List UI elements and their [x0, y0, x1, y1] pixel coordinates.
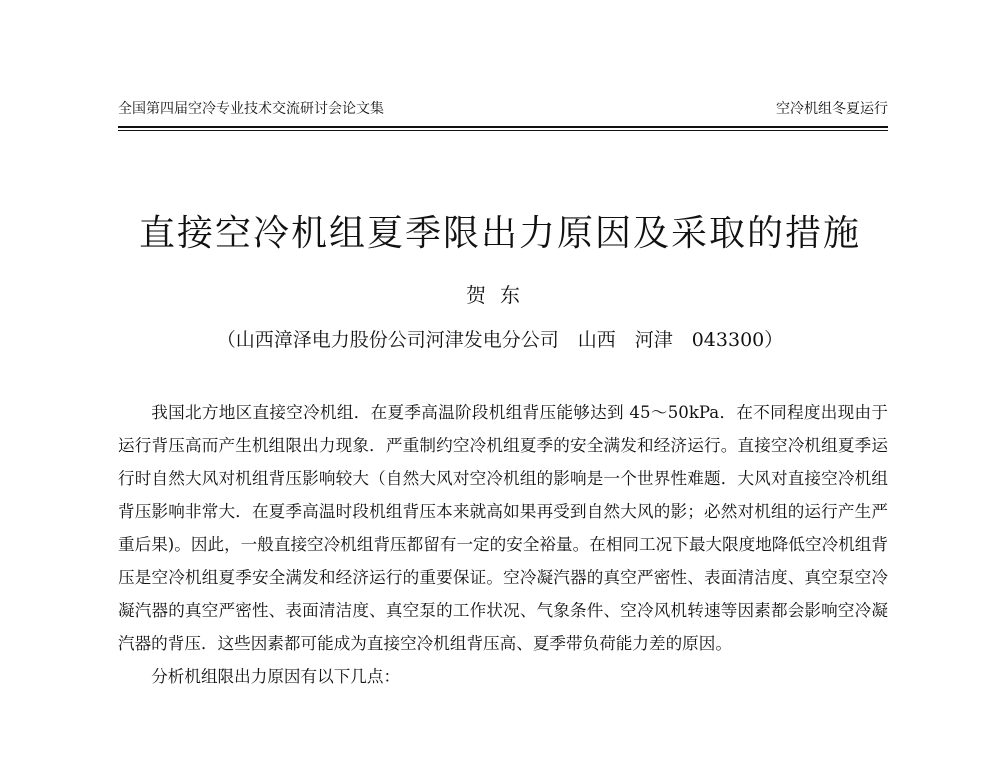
body-text: [118, 396, 888, 693]
body-paragraph-2: 分析机组限出力原因有以下几点：: [151, 667, 401, 686]
author-affiliation: （山西漳泽电力股份公司河津发电分公司 山西 河津 043300）: [216, 329, 784, 351]
paper-title: 直接空冷机组夏季限出力原因及采取的措施: [138, 213, 861, 255]
running-header: [118, 100, 888, 118]
header-left-text: 全国第四届空冷专业技术交流研讨会论文集: [118, 101, 384, 117]
body-paragraph-1: 我国北方地区直接空冷机组．在夏季高温阶段机组背压能够达到 45～50kPa．在不同程度出现由于运行背压高而产生机组限出力现象．严重制约空冷机组夏季的安全满发和经济运行。直接空冷机组夏季运行时自然大风对机组背压影响较大（自然大风对空冷机组的影响是一个世界性难题．大风对直接空冷机组背压影响非常大．在夏季高温时段机组背压本来就高如果再受到自然大风的影；必然对机组的运行产生严重后果)。因此，一般直接空冷机组背压都留有一定的安全裕量。在相同工况下最大限度地降低空冷机组背压是空冷机组夏季安全满发和经济运行的重要保证。空冷凝汽器的真空严密性、表面清洁度、真空泵空冷凝汽器的真空严密性、表面清洁度、真空泵的工作状况、气象条件、空冷风机转速等因素都会影响空冷凝汽器的背压．这些因素都可能成为直接空冷机组背压高、夏季带负荷能力差的原因。: [118, 403, 888, 653]
author-name: 贺东: [466, 283, 534, 307]
header-right-text: 空冷机组冬夏运行: [776, 101, 888, 117]
header-rule-thin: [118, 130, 888, 131]
header-rule: [118, 126, 888, 128]
